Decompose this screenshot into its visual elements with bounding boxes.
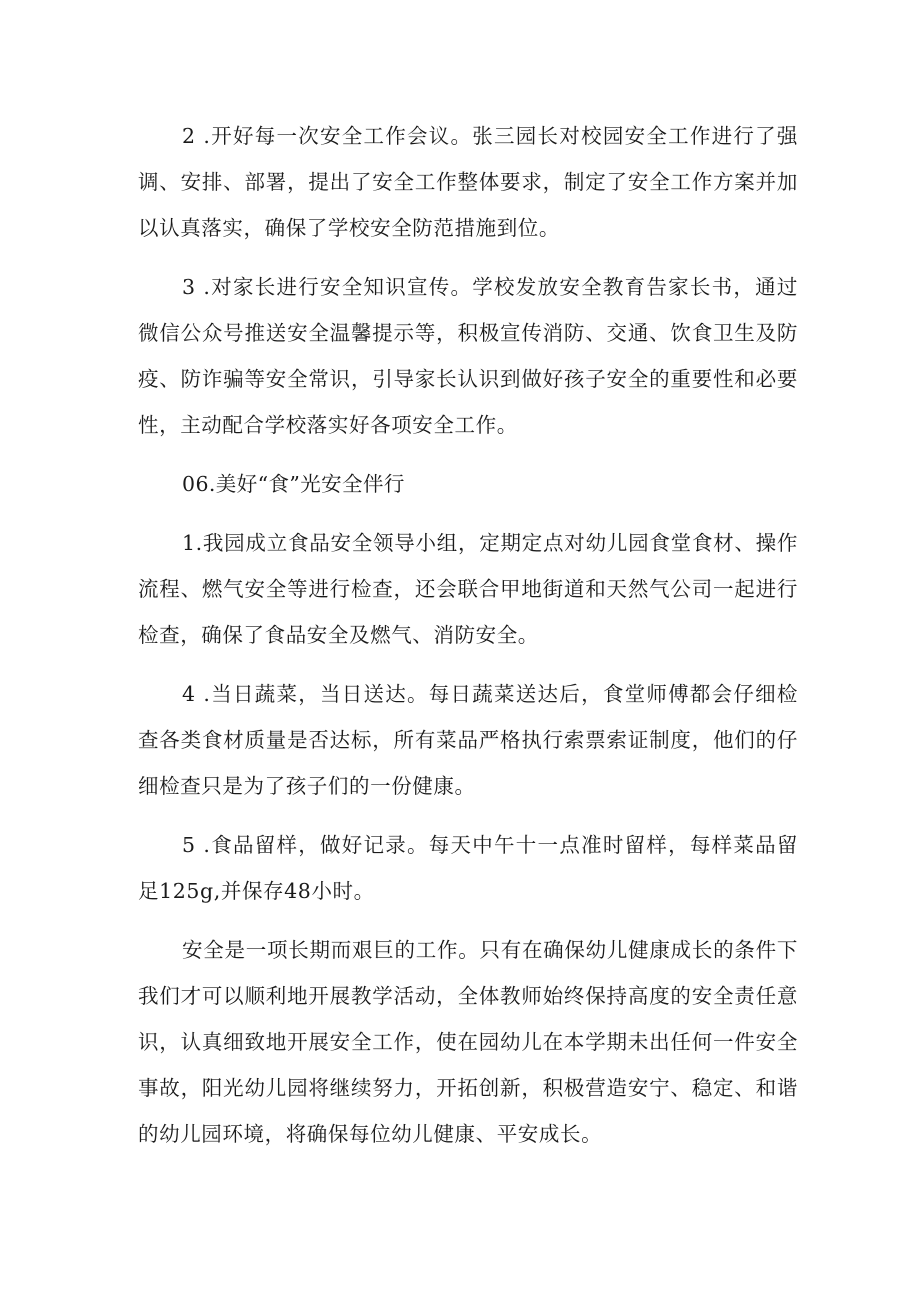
paragraph-item-1-food-team: 1.我园成立食品安全领导小组，定期定点对幼儿园食堂食材、操作流程、燃气安全等进行检查，还会联合甲地街道和天然气公司一起进行检查，确保了食品安全及燃气、消防安全。 <box>138 531 798 647</box>
paragraph-item-3-parents: 3 .对家长进行安全知识宣传。学校发放安全教育告家长书，通过微信公众号推送安全温馨提示等，积极宣传消防、交通、饮食卫生及防疫、防诈骗等安全常识，引导家长认识到做好孩子安全的重要性和必要性，主动配合学校落实好各项安全工作。 <box>138 275 798 437</box>
section-heading-06: 06.美好“食”光安全伴行 <box>182 472 405 496</box>
paragraph-item-5-samples: 5 .食品留样，做好记录。每天中午十一点准时留样，每样菜品留足125g,并保存48小时。 <box>138 833 798 903</box>
document-body <box>138 113 798 1170</box>
paragraph-item-4-vegetables: 4 .当日蔬菜，当日送达。每日蔬菜送达后，食堂师傅都会仔细检查各类食材质量是否达标，所有菜品严格执行索票索证制度，他们的仔细检查只是为了孩子们的一份健康。 <box>138 682 798 798</box>
paragraph-conclusion: 安全是一项长期而艰巨的工作。只有在确保幼儿健康成长的条件下我们才可以顺利地开展教学活动，全体教师始终保持高度的安全责任意识，认真细致地开展安全工作，使在园幼儿在本学期未出任何一件安全事故，阳光幼儿园将继续努力，开拓创新，积极营造安宁、稳定、和谐的幼儿园环境，将确保每位幼儿健康、平安成长。 <box>138 938 798 1146</box>
paragraph-item-2-meetings: 2 .开好每一次安全工作会议。张三园长对校园安全工作进行了强调、安排、部署，提出了安全工作整体要求，制定了安全工作方案并加以认真落实，确保了学校安全防范措施到位。 <box>138 124 798 240</box>
